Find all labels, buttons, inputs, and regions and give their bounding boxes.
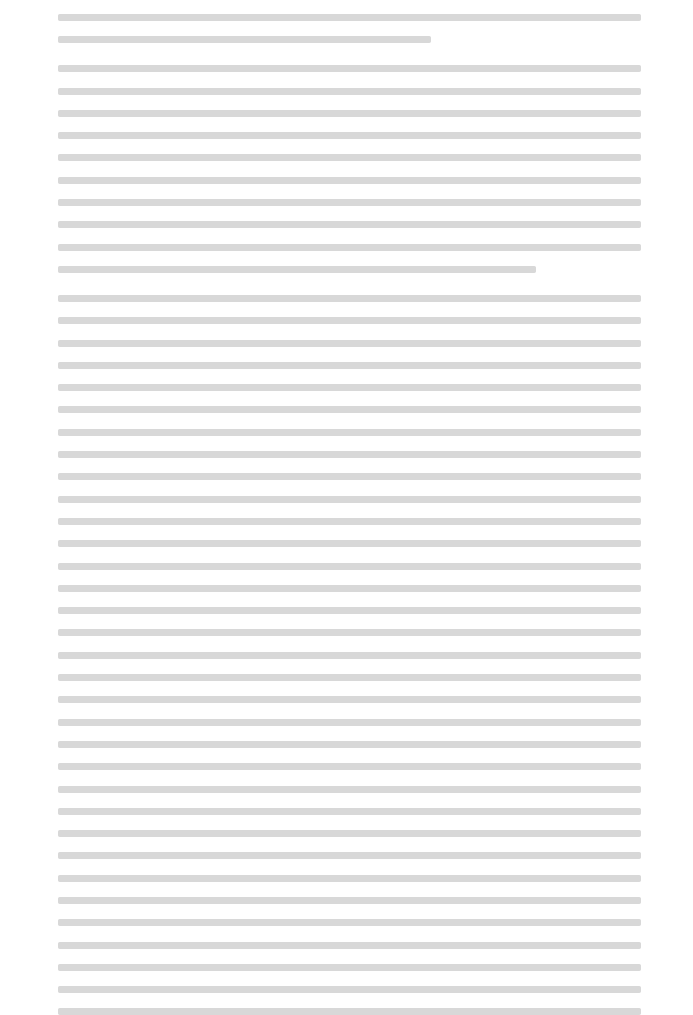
- text-line: [58, 244, 641, 251]
- text-line: [58, 607, 641, 614]
- text-line: [58, 14, 641, 21]
- text-line: [58, 406, 641, 413]
- text-line: [58, 362, 641, 369]
- text-line: [58, 919, 641, 926]
- text-line: [58, 132, 641, 139]
- text-line: [58, 719, 641, 726]
- text-line: [58, 317, 641, 324]
- text-line: [58, 585, 641, 592]
- text-line: [58, 199, 641, 206]
- text-line: [58, 110, 641, 117]
- text-line: [58, 674, 641, 681]
- text-line: [58, 964, 641, 971]
- text-line: [58, 986, 641, 993]
- text-line: [58, 942, 641, 949]
- text-line: [58, 496, 641, 503]
- text-line: [58, 384, 641, 391]
- text-line: [58, 266, 536, 273]
- text-line: [58, 177, 641, 184]
- text-line: [58, 65, 641, 72]
- text-line: [58, 473, 641, 480]
- text-line: [58, 652, 641, 659]
- text-line: [58, 429, 641, 436]
- text-line: [58, 221, 641, 228]
- text-line: [58, 763, 641, 770]
- text-line: [58, 808, 641, 815]
- text-line: [58, 1008, 641, 1015]
- text-line: [58, 629, 641, 636]
- text-line: [58, 786, 641, 793]
- paragraph-2: [58, 65, 641, 273]
- text-line: [58, 154, 641, 161]
- text-line: [58, 88, 641, 95]
- paragraph-1: [58, 14, 641, 43]
- text-line: [58, 518, 641, 525]
- text-line: [58, 875, 641, 882]
- text-line: [58, 295, 641, 302]
- text-line: [58, 897, 641, 904]
- text-line: [58, 852, 641, 859]
- text-line: [58, 563, 641, 570]
- text-line: [58, 830, 641, 837]
- text-line: [58, 36, 431, 43]
- text-line: [58, 451, 641, 458]
- text-line: [58, 696, 641, 703]
- text-line: [58, 741, 641, 748]
- text-line: [58, 540, 641, 547]
- paragraph-3: [58, 295, 641, 1015]
- text-line: [58, 340, 641, 347]
